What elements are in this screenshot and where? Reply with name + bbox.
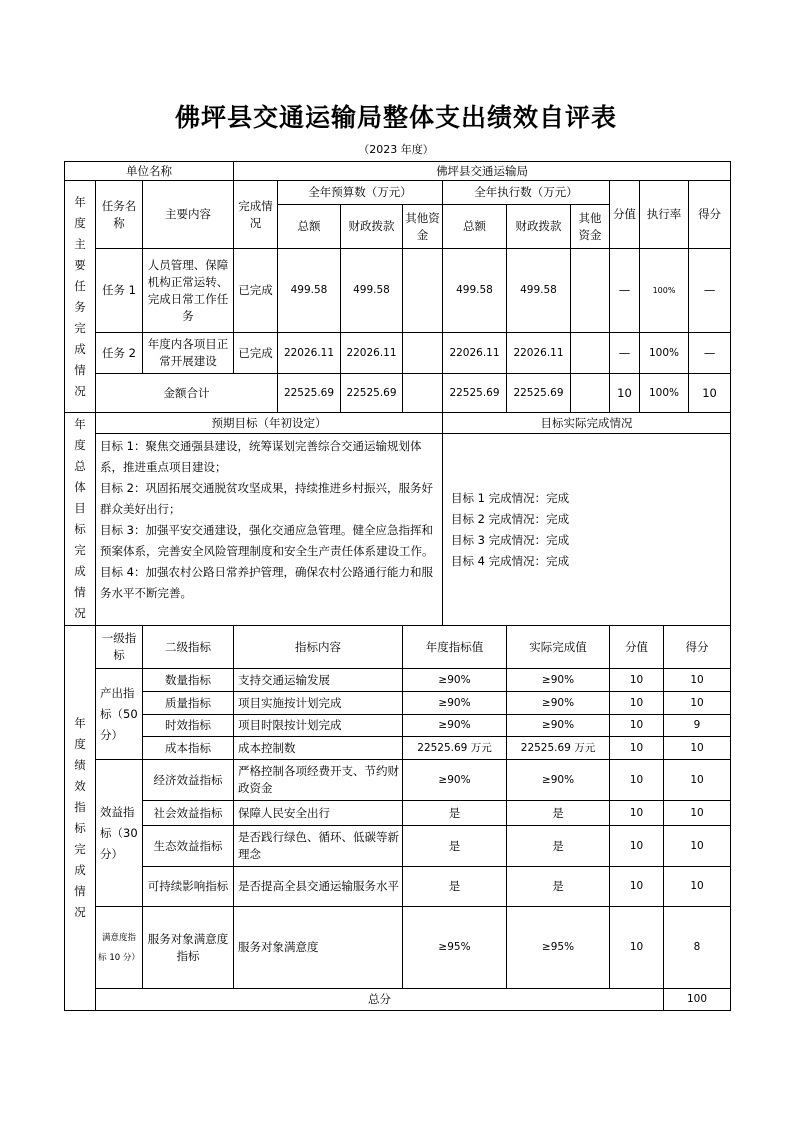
actual-value: ≥90% [507,715,610,737]
task-name: 任务 1 [96,249,143,333]
header-budget-other: 其他资金 [403,205,443,249]
header-content: 指标内容 [234,626,403,669]
goals-table [64,412,731,626]
score-value: 10 [610,867,664,907]
level2: 可持续影响指标 [143,867,234,907]
exec-total: 499.58 [443,249,507,333]
score-value: 10 [610,669,664,692]
score: 10 [664,737,731,760]
score: 8 [664,907,731,989]
tasks-table [64,161,731,413]
indicators-side-label: 年度绩效指标完成情况 [65,626,96,1011]
header-score: 得分 [664,626,731,669]
actual-value: ≥90% [507,760,610,801]
target-value: 是 [403,801,507,826]
expected-header: 预期目标（年初设定） [96,413,443,434]
indicator-content: 保障人民安全出行 [234,801,403,826]
level2: 生态效益指标 [143,826,234,867]
exec-other [571,333,610,374]
score-value: — [610,249,640,333]
expected-goal: 目标 1：聚焦交通强县建设，统筹谋划完善综合交通运输规划体系，推进重点项目建设； [100,439,422,474]
actual-value: ≥95% [507,907,610,989]
budget-fiscal: 22525.69 [341,374,403,413]
page-title: 佛坪县交通运输局整体支出绩效自评表 [174,103,617,132]
exec-other [571,249,610,333]
exec-rate: 100% [640,333,689,374]
grand-total-score-value: 100 [664,989,731,1011]
actual-goal: 目标 4 完成情况：完成 [451,553,570,568]
header-content: 主要内容 [143,181,234,249]
table-row [65,907,731,989]
score: 9 [664,715,731,737]
level1-output: 产出指标（50 分） [96,669,143,760]
score: 10 [664,669,731,692]
exec-fiscal: 22026.11 [507,333,571,374]
task-content: 人员管理、保障机构正常运转、完成日常工作任务 [143,249,234,333]
score: — [689,249,731,333]
header-executed: 全年执行数（万元） [443,181,610,205]
score: 10 [664,801,731,826]
indicator-content: 严格控制各项经费开支、节约财政资金 [234,760,403,801]
indicator-content: 成本控制数 [234,737,403,760]
grand-total-label: 总分 [96,989,664,1011]
expected-goal: 目标 4：加强农村公路日常养护管理，确保农村公路通行能力和服务水平不断完善。 [100,565,433,600]
exec-rate: 100% [640,374,689,413]
actual-goal: 目标 2 完成情况：完成 [451,511,570,526]
task-status: 已完成 [234,249,278,333]
score-value: — [610,333,640,374]
exec-total: 22525.69 [443,374,507,413]
header-score-value: 分值 [610,181,640,249]
unit-label: 单位名称 [65,162,234,181]
level2: 服务对象满意度指标 [143,907,234,989]
indicator-content: 是否提高全县交通运输服务水平 [234,867,403,907]
indicator-content: 服务对象满意度 [234,907,403,989]
actual-value: 是 [507,867,610,907]
score-value: 10 [610,826,664,867]
score: 10 [689,374,731,413]
header-exec-fiscal: 财政拨款 [507,205,571,249]
score: 10 [664,692,731,715]
table-row [65,333,731,374]
indicator-content: 是否践行绿色、循环、低碳等新理念 [234,826,403,867]
actual-value: 是 [507,801,610,826]
target-value: 22525.69 万元 [403,737,507,760]
expected-goal: 目标 2：巩固拓展交通脱贫攻坚成果，持续推进乡村振兴，服务好群众美好出行； [100,481,433,516]
level2: 时效指标 [143,715,234,737]
task-name: 任务 2 [96,333,143,374]
header-task-name: 任务名称 [96,181,143,249]
header-exec-total: 总额 [443,205,507,249]
target-value: ≥95% [403,907,507,989]
grand-total-row [65,989,731,1011]
budget-total: 499.58 [278,249,341,333]
expected-goal: 目标 3：加强平安交通建设，强化交通应急管理。健全应急指挥和预案体系，完善安全风险管理制度和安全生产责任体系建设工作。 [100,523,434,558]
level2: 成本指标 [143,737,234,760]
exec-other [571,374,610,413]
table-row [65,826,731,867]
budget-other [403,333,443,374]
goals-side-label: 年度总体目标完成情况 [65,413,96,626]
actual-value: 是 [507,826,610,867]
score-value: 10 [610,801,664,826]
table-row [65,737,731,760]
budget-other [403,374,443,413]
level2: 经济效益指标 [143,760,234,801]
actual-value: ≥90% [507,669,610,692]
indicator-content: 支持交通运输发展 [234,669,403,692]
level2: 社会效益指标 [143,801,234,826]
table-row [65,867,731,907]
target-value: 是 [403,826,507,867]
actual-value: ≥90% [507,692,610,715]
evaluation-form [64,161,730,1011]
actual-header: 目标实际完成情况 [443,413,731,434]
table-row [65,669,731,692]
table-row [65,715,731,737]
score-value: 10 [610,715,664,737]
score: — [689,333,731,374]
table-row [65,760,731,801]
actual-goal: 目标 3 完成情况：完成 [451,532,570,547]
budget-fiscal: 22026.11 [341,333,403,374]
level1-satisfaction: 满意度指标 10 分） [96,907,143,989]
target-value: ≥90% [403,760,507,801]
level1-benefit: 效益指标（30 分） [96,760,143,907]
level2: 数量指标 [143,669,234,692]
header-level2: 二级指标 [143,626,234,669]
target-value: ≥90% [403,692,507,715]
header-level1: 一级指标 [96,626,143,669]
score: 10 [664,826,731,867]
header-budget: 全年预算数（万元） [278,181,443,205]
table-row [65,692,731,715]
score-value: 10 [610,692,664,715]
indicators-table [64,625,731,1011]
target-value: ≥90% [403,669,507,692]
total-row [65,374,731,413]
page-subtitle: （2023 年度） [358,143,434,156]
score-value: 10 [610,907,664,989]
score: 10 [664,867,731,907]
score: 10 [664,760,731,801]
exec-fiscal: 22525.69 [507,374,571,413]
budget-fiscal: 499.58 [341,249,403,333]
actual-value: 22525.69 万元 [507,737,610,760]
target-value: ≥90% [403,715,507,737]
table-row [65,801,731,826]
indicator-content: 项目实施按计划完成 [234,692,403,715]
exec-total: 22026.11 [443,333,507,374]
total-label: 金额合计 [96,374,278,413]
header-status: 完成情况 [234,181,278,249]
header-exec-other: 其他资金 [571,205,610,249]
indicator-content: 项目时限按计划完成 [234,715,403,737]
header-budget-total: 总额 [278,205,341,249]
header-budget-fiscal: 财政拨款 [341,205,403,249]
target-value: 是 [403,867,507,907]
score-value: 10 [610,374,640,413]
header-exec-rate: 执行率 [640,181,689,249]
actual-goals [443,434,731,626]
level2: 质量指标 [143,692,234,715]
actual-goal: 目标 1 完成情况：完成 [451,490,570,505]
score-value: 10 [610,760,664,801]
header-score-value: 分值 [610,626,664,669]
tasks-side-label: 年度主要任务完成情况 [65,181,96,413]
score-value: 10 [610,737,664,760]
expected-goals [96,434,443,626]
task-status: 已完成 [234,333,278,374]
unit-value: 佛坪县交通运输局 [234,162,731,181]
header-score: 得分 [689,181,731,249]
budget-other [403,249,443,333]
exec-rate: 100% [640,249,689,333]
budget-total: 22525.69 [278,374,341,413]
header-actual: 实际完成值 [507,626,610,669]
table-row [65,249,731,333]
budget-total: 22026.11 [278,333,341,374]
task-content: 年度内各项目正常开展建设 [143,333,234,374]
header-target: 年度指标值 [403,626,507,669]
exec-fiscal: 499.58 [507,249,571,333]
